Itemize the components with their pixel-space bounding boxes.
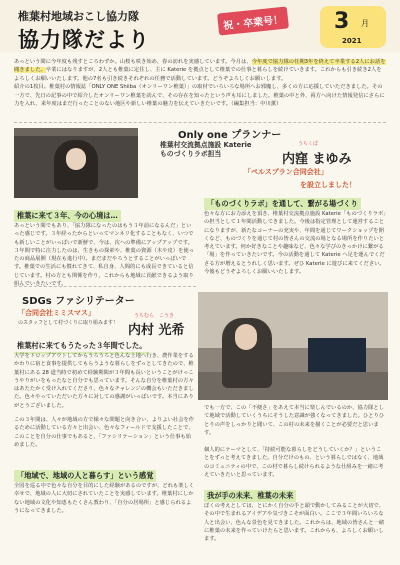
person1-company-line2: を設立しました！ bbox=[300, 181, 356, 189]
photo-uchimura bbox=[198, 292, 388, 400]
month-label: 月 bbox=[361, 19, 369, 28]
graduation-badge: 祝・卒業号！ bbox=[217, 6, 289, 35]
person1-role: Only one プランナー bbox=[178, 130, 282, 141]
divider bbox=[14, 122, 386, 123]
person1-heading-right: 「ものづくりラボ」を通して、繋がる場づくり bbox=[204, 198, 361, 210]
person2-body-right2: 個人的にテーマとして、「持続可能な暮らしをどうしていくか？」ということをずっと考えてきました。自分だけのもの、という暮らしではなく、地域のコミュニティの中で、この村で暮らし続けられるような仕組みを一緒に考えていきたいと思っています。 bbox=[204, 447, 384, 478]
person1-position bbox=[160, 141, 252, 159]
person2-name: 内村 光希 bbox=[128, 323, 185, 338]
person2-role: SDGs ファシリテーター bbox=[22, 296, 135, 307]
intro-text bbox=[14, 58, 386, 108]
header bbox=[0, 0, 400, 52]
photo-monitor bbox=[308, 338, 366, 372]
divider2 bbox=[14, 286, 196, 287]
person1-position-line1: 椎葉村交流拠点施設 Katerie bbox=[160, 141, 252, 149]
photo-shelf bbox=[14, 128, 138, 136]
person1-heading-left: 椎葉に来て３年、今の心境は… bbox=[14, 210, 121, 222]
person2-heading2: 「地域で、地域の人と暮らす」という感覚 bbox=[14, 470, 156, 482]
year: 2021 bbox=[342, 37, 362, 45]
person2-body1: 大学をドロップアウトしてからうろうろと色んな土地へ行き、農作業をするかわりに宿と食事を提供してもらうような暮らしをずっとしてきたので、椎葉村にある 28 道当時で初めて経験期間が３年間も長いということがけっこうやりがいをもったなと自分でも思っています。そんな自分を椎葉村の方々はあたたかく受け入れてくださり、色々なチャレンジの機会もいただきました。色々やっていただいた方々に対しての感謝がいっぱいです。本当にありがとうございました。 bbox=[14, 353, 194, 409]
person2-subtitle: のスタッフとして村づくりに取り組みます！ bbox=[18, 320, 119, 326]
newsletter-title: 協力隊だより bbox=[18, 28, 150, 52]
person1-body-left: あっという間でもあり、「協力隊になったのはもう３年前になるんだ」といった感じです。３年経ったからといってマンネリ化することもなく、いつでも新しいことがいっぱいで新鮮で、今は、次への準備にアップアップです。３年間で特に注力したのは、生きもの探索や、椎葉の資源（木や皮）を使ったの商品展開（現在も進行中）。まだまだやろうとすることがいっぱいです。椎葉での生活にも慣れてきて、私自身、人間的にも成長できていると信じています。村の方とも関係を作り、これからも地域に貢献できるよう取り組んでいきたいです。 bbox=[14, 223, 194, 288]
person1-body-right: 色々な方にお力添えを頂き、椎葉村交流拠点施設 Katerie「ものづくりラボ」の担当として１年間活動してきました。今後は指定管理として運営することになりますが、新たなコーナーの充実や、年間を通じてワークショップを開くなど、ものづくりを通じて村の皆さんの交流の場となる場所を作りたいと考えています。何か好きなことや趣味など、色々な学びのきっかけに繋がる「場」を作っていきたいです。今の活動を通して Katerie へ足を運んでくださる方が増えるとうれしく思います。ぜひ Katerie に遊びに来てください。今後もどうぞよろしくお願いいたします。 bbox=[204, 211, 386, 276]
person1-company-line1: 「ペルスプラン合同会社」 bbox=[244, 168, 328, 176]
person2-body-right3: ぼくの考えとしては、とにかく自分の手と頭で動かしてみることが大切で、その中で生まれるアイデアや気づきこそが面白い。ここで３年間いろいろな人と出会い、色んな景色を見てきました。これからは、地域の皆さんと一緒に椎葉の未来を作っていけたらと思います。これからも、よろしくお願いします。 bbox=[204, 503, 385, 543]
intro-line3: 他の7名も引き続きそれぞれの任務で活動しています。どうぞよろしくお願いします。 bbox=[82, 75, 287, 82]
intro-line5: その一方で、先日の記事の中で紹介したオンリーワン椎葉を読んで、その存在を知ったという声も耳にしました。椎葉の中と外、両方へ向けた情報発信にさらに力を入れ、来年度はまだ行ったことのない地区や新しい椎葉の魅力を伝えていきたいです。 bbox=[14, 84, 385, 108]
intro-line1: あっという間に今年度も残すところわずか。山桜も咲き始め、春の訪れを実感しています。今月は、 bbox=[14, 59, 252, 65]
person2-body3: 全国を巡る中で色々な自分を目的にした経験があるのですが、どれも楽しく幸せで、地域の人に大切にされていたことを実感しています。椎葉村にしかない地域の文化や知恵もたくさん教わり、「自分の居場所」と感じられるようになってきました。 bbox=[14, 483, 195, 514]
person2-position: 「合同会社ミミスマス」 bbox=[18, 309, 95, 317]
org-name: 椎葉村地域おこし協力隊 bbox=[18, 10, 139, 23]
person2-ruby: うちむら こうき bbox=[134, 313, 175, 319]
person2-body2: この３年間は、人々が地域の方で様々な問題と向き合い、よりよい社会を作るために活動している方々と出会い、色々なフィールドで支援したことで、このことを自分の仕事でもあると、「ファシリテーション」という仕事も始めました。 bbox=[14, 417, 195, 448]
person1-ruby: うちくぼ bbox=[298, 141, 319, 147]
month-number: 3 bbox=[334, 9, 350, 34]
intro-line4: 紹介の1枚目。椎葉村の情報誌「ONLY ONE Shiiba（オンリーワン椎葉）」の取材でいろいろな場所へお邪魔し、多くの方に応援していただきました。 bbox=[14, 84, 372, 91]
intro-highlight: 今年度で協力隊の任期3年を終えて卒業する2人にお話を聞きました。 bbox=[14, 59, 386, 74]
intro-line2: 卒業にはなりますが、2人とも椎葉に定住し、主に Katerie を拠点として椎葉での仕事と暮らしを続けていきます。これからも引き続き2人をよろしくお願いいたします。 bbox=[14, 67, 382, 82]
person1-name: 内窪 まゆみ bbox=[282, 152, 352, 167]
person2-heading1: 椎葉村に来てもうたった３年間でした。 bbox=[14, 340, 149, 354]
person2-body-right1: でも一方で、この「不便さ」をあえて本当に楽しんでいるのか、協力隊として地域で活動していくうちにそうした意識が強くなってきました。ひとりひとりの声をしっかりと聞いて、この村の未来を描くことが必要だと思います。 bbox=[204, 405, 385, 436]
photo-uchikubo bbox=[14, 128, 138, 198]
person2-heading3: 我が手の未来、椎葉の未来 bbox=[204, 490, 296, 502]
intro-editor: （編集担当：中川薫） bbox=[231, 101, 282, 108]
photo-person-face bbox=[235, 324, 257, 350]
person1-position-line2: ものづくりラボ担当 bbox=[160, 150, 222, 158]
photo-person-face bbox=[66, 148, 86, 170]
